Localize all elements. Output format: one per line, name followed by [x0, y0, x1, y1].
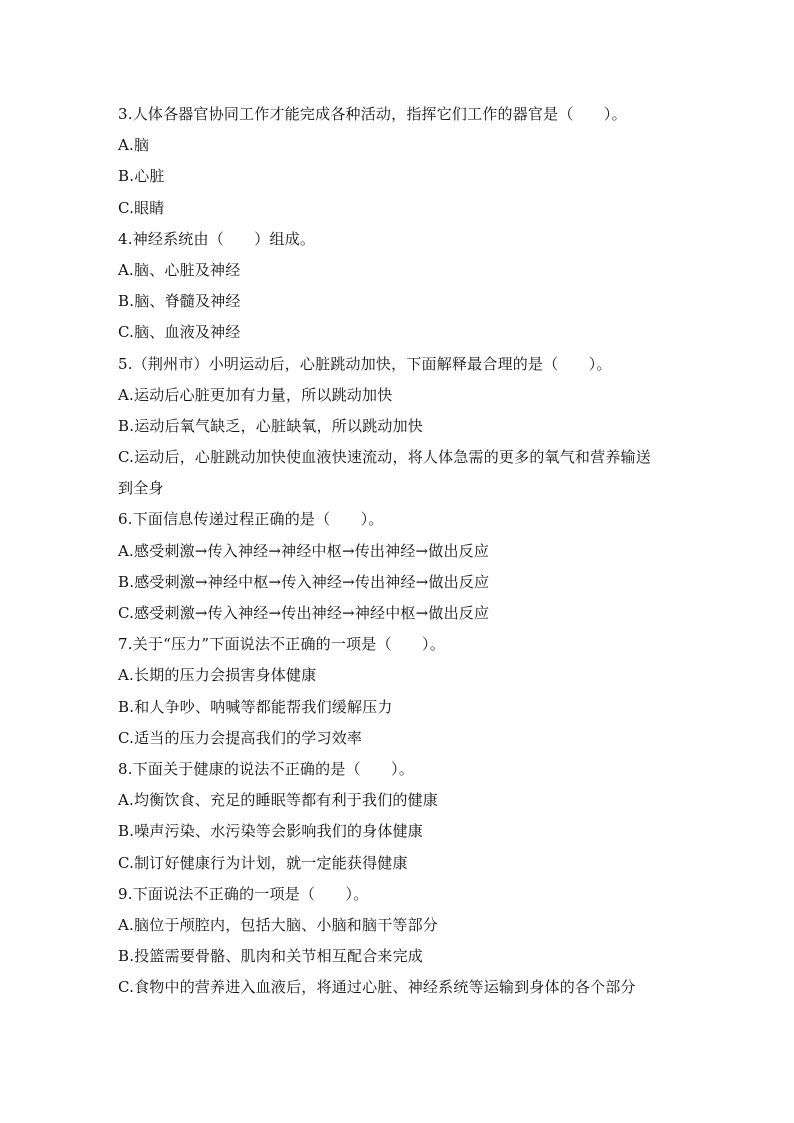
question-3-option-c: C.眼睛: [118, 198, 165, 217]
question-8-option-b: B.噪声污染、水污染等会影响我们的身体健康: [118, 822, 423, 841]
question-6-stem: 6.下面信息传递过程正确的是（ ）。: [118, 510, 384, 529]
question-9-option-c: C.食物中的营养进入血液后，将通过心脏、神经系统等运输到身体的各个部分: [118, 978, 636, 997]
question-list: [118, 99, 688, 1003]
question-7-stem: 7.关于“压力”下面说法不正确的一项是（ ）。: [118, 635, 445, 654]
question-6-option-a: A.感受刺激→传入神经→神经中枢→传出神经→做出反应: [118, 541, 490, 560]
question-9-option-b: B.投篮需要骨骼、肌肉和关节相互配合来完成: [118, 947, 423, 966]
question-5-stem: 5.（荆州市）小明运动后，心脏跳动加快，下面解释最合理的是（ ）。: [118, 354, 612, 373]
question-4-option-a: A.脑、心脏及神经: [118, 260, 241, 279]
question-3-option-a: A.脑: [118, 136, 150, 155]
question-9-option-a: A.脑位于颅腔内，包括大脑、小脑和脑干等部分: [118, 915, 439, 934]
question-6-option-c: C.感受刺激→传入神经→传出神经→神经中枢→做出反应: [118, 604, 490, 622]
question-7-option-a: A.长期的压力会损害身体健康: [118, 666, 317, 685]
question-9-stem: 9.下面说法不正确的一项是（ ）。: [118, 884, 369, 903]
question-4-option-c: C.脑、血液及神经: [118, 323, 241, 342]
question-8-option-a: A.均衡饮食、充足的睡眠等都有利于我们的健康: [118, 791, 439, 810]
question-6-option-b: B.感受刺激→神经中枢→传入神经→传出神经→做出反应: [118, 572, 490, 591]
question-8-stem: 8.下面关于健康的说法不正确的是（ ）。: [118, 759, 415, 778]
question-5-option-c-continued: 到全身: [118, 479, 164, 498]
question-7-option-b: B.和人争吵、呐喊等都能帮我们缓解压力: [118, 697, 393, 716]
question-5-option-b: B.运动后氧气缺乏，心脏缺氧，所以跳动加快: [118, 416, 423, 435]
question-5-option-a: A.运动后心脏更加有力量，所以跳动加快: [118, 385, 393, 404]
question-7-option-c: C.适当的压力会提高我们的学习效率: [118, 728, 363, 747]
question-4-option-b: B.脑、脊髓及神经: [118, 292, 241, 311]
question-8-option-c: C.制订好健康行为计划，就一定能获得健康: [118, 853, 408, 872]
question-5-option-c: C.运动后，心脏跳动加快使血液快速流动，将人体急需的更多的氧气和营养输送: [118, 448, 651, 467]
question-4-stem: 4.神经系统由（ ）组成。: [118, 229, 316, 248]
question-3-option-b: B.心脏: [118, 167, 165, 186]
question-3-stem: 3.人体各器官协同工作才能完成各种活动，指挥它们工作的器官是（ ）。: [118, 105, 627, 123]
